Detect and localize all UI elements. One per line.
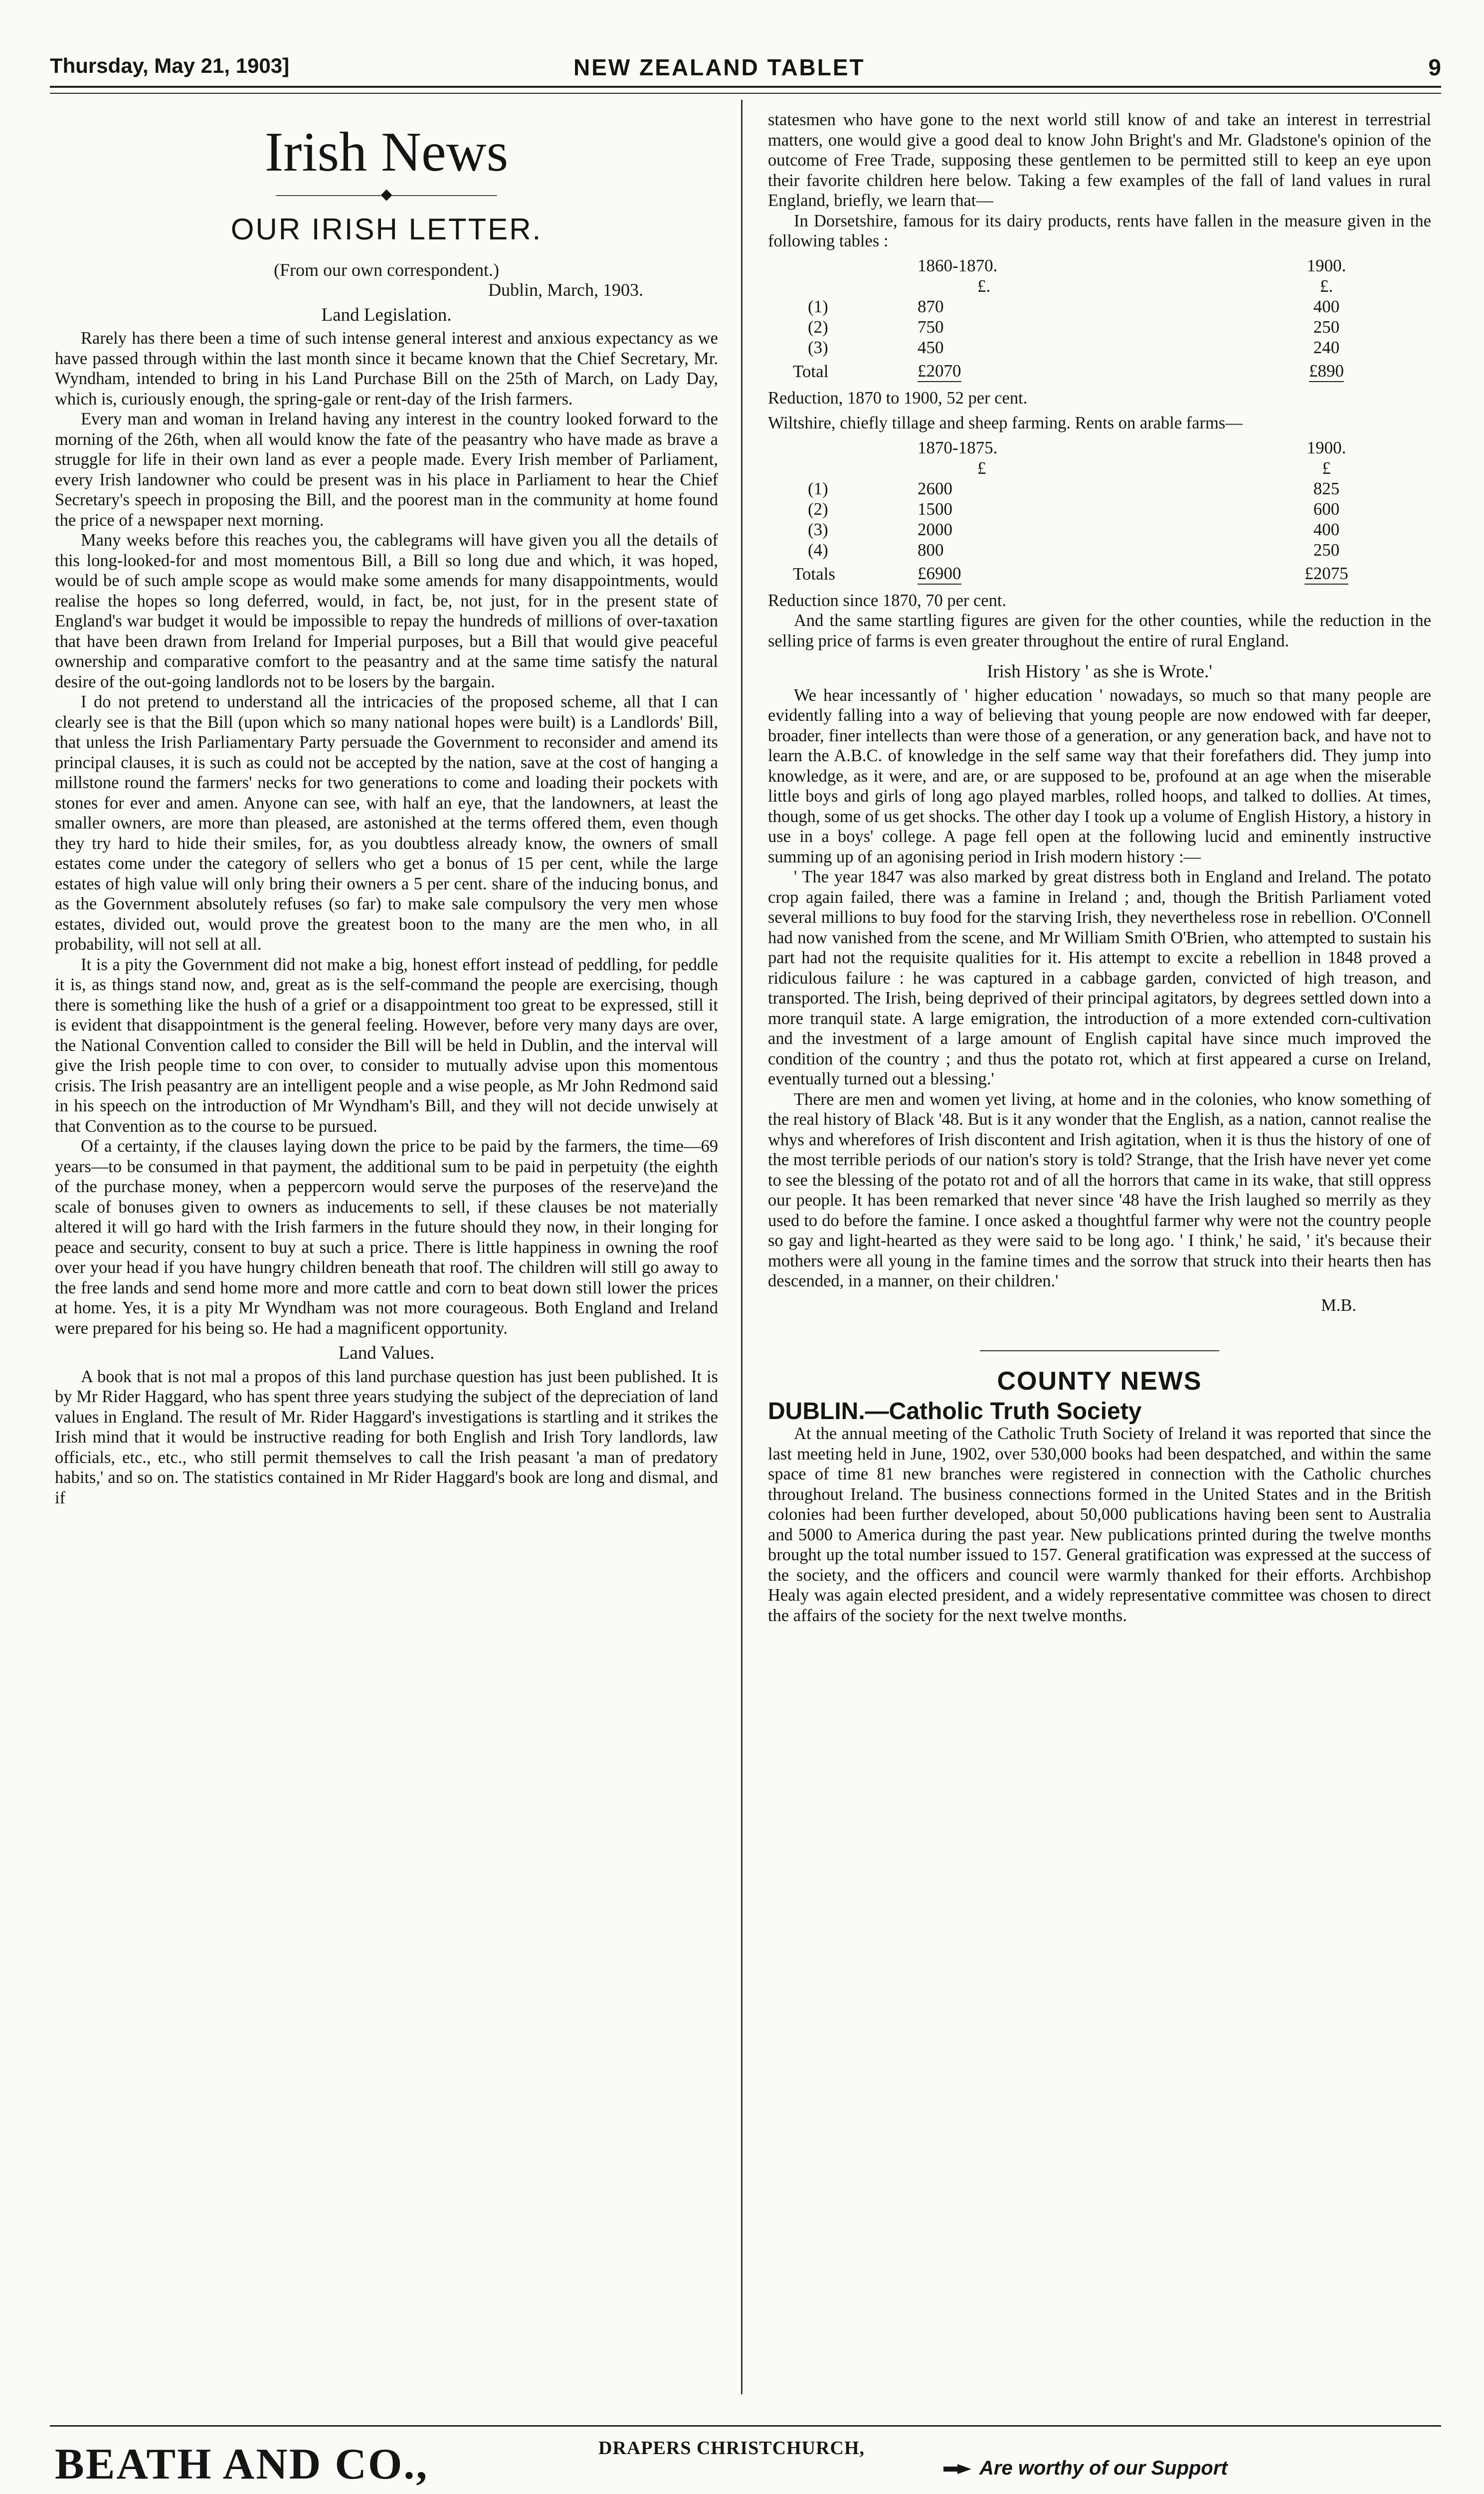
row-value-b: 600 — [1313, 499, 1340, 519]
table-row — [768, 499, 1376, 519]
paragraph: Rarely has there been a time of such intense general interest and anxious expectancy as we have passed through within the last month since it became known that the Chief Secretary, Mr. Wyndham, intended to bring in his Land Purchase Bill on the 25th of March, on Lady Day, which is, curiously enough, the spring-gale or rent-day of the Irish farmers. — [55, 329, 718, 409]
ornament-divider: ———————◆——————— — [276, 186, 497, 203]
dorset-rent-table — [768, 255, 1376, 382]
author-signature: M.B. — [1321, 1295, 1356, 1315]
header-rule — [50, 86, 1441, 88]
row-label: (3) — [808, 337, 828, 357]
table-row — [768, 337, 1376, 358]
row-value-a: 800 — [918, 540, 944, 560]
advertisement-banner — [50, 2434, 1441, 2494]
row-value-b: 400 — [1313, 519, 1340, 539]
header-rule-thin — [50, 93, 1441, 94]
row-value-b: 400 — [1313, 296, 1340, 316]
row-label: (1) — [808, 478, 828, 498]
row-value-a: 1500 — [918, 499, 952, 519]
county-news-title: COUNTY NEWS — [997, 1367, 1202, 1396]
row-label: (2) — [808, 499, 828, 519]
total-value-a: £2070 — [918, 361, 961, 382]
row-value-a: 2000 — [918, 519, 952, 539]
table-row — [768, 540, 1376, 560]
advertiser-name: BEATH AND CO., — [55, 2440, 429, 2489]
slogan-text: Are worthy of our Support — [979, 2457, 1228, 2479]
paragraph: It is a pity the Government did not make a big, honest effort instead of peddling, for peddle it is, as things stand now, and, great as is the self-command the people are exercising, though there is something like the hush of a grief or a disappointment too great to be expressed, still it is evident that disappointment is the general feeling. However, before very many days are over, the National Convention called to consider the Bill will be held in Dublin, and the interval will give the Irish people time to con over, to consider to mutually advise upon this momentous crisis. The Irish peasantry are an intelligent people and a wise people, as Mr John Redmond said in his speech on the introduction of Mr Wyndham's Bill, and they will not decide unwisely at that Convention as to the course to be pursued. — [55, 955, 718, 1136]
subhead-land-values: Land Values. — [338, 1343, 435, 1363]
quoted-passage: ' The year 1847 was also marked by great distress both in England and Ireland. The potato crop again failed, there was a famine in Ireland ; and, though the British Parliament voted several millions to buy food for the starving Irish, they nevertheless rose in rebellion. O'Connell had now vanished from the scene, and Mr William Smith O'Brien, who attempted to sustain his part had not the requisite qualities for it. His attempt to excite a rebellion in 1848 proved a ridiculous failure : he was captured in a cabbage garden, convicted of high treason, and transported. The Irish, being deprived of their principal agitators, by degrees settled down into a more tranquil state. A large emigration, the introduction of a more extended corn-cultivation and the investment of a large amount of English capital have since much improved the condition of the country ; and thus the potato rot, which at first appeared a curse on Ireland, eventually turned out a blessing.' — [768, 867, 1431, 1088]
advertiser-slogan — [942, 2457, 1228, 2480]
column-divider — [741, 100, 742, 2394]
total-value-b: £890 — [1309, 361, 1344, 382]
row-label: (1) — [808, 296, 828, 316]
article-title: OUR IRISH LETTER. — [230, 212, 543, 246]
row-value-b: 250 — [1313, 540, 1340, 560]
total-value-b: £2075 — [1304, 563, 1348, 585]
publication-title: NEW ZEALAND TABLET — [573, 54, 865, 80]
paragraph: Wiltshire, chiefly tillage and sheep farming. Rents on arable farms— — [768, 414, 1243, 432]
reduction-note: Reduction since 1870, 70 per cent. — [768, 591, 1007, 610]
right-column — [768, 110, 1431, 1626]
subhead-land-legislation: Land Legislation. — [321, 304, 452, 325]
byline: (From our own correspondent.) — [274, 259, 499, 280]
table-col-header: 1860-1870. — [918, 255, 998, 275]
paragraph: And the same startling figures are given for the other counties, while the reduction in the selling price of farms is even greater throughout the entire of rural England. — [768, 611, 1431, 650]
row-value-b: 240 — [1313, 337, 1340, 357]
table-unit: £. — [1319, 276, 1333, 296]
table-total-row — [768, 358, 1376, 382]
footer-rule — [50, 2425, 1441, 2427]
table-row — [768, 519, 1376, 540]
paragraph: We hear incessantly of ' higher education ' nowadays, so much so that many people are evidently falling into a way of believing that young people are now endowed with far deeper, broader, finer intellects than were those of a generation, or any generation back, and have not to learn the A.B.C. of knowledge in the self same way that their forefathers did. They jump into knowledge, as it were, and are, or are supposed to be, profound at an age when the miserable little boys and girls of long ago played marbles, rolled hoops, and talked to dollies. At times, though, some of us get shocks. The other day I took up a volume of English History, a history in use in a boys' college. A page fell open at the following lucid and eminently instructive summing up of an agonising period in Irish modern history :— — [768, 685, 1431, 866]
reduction-note: Reduction, 1870 to 1900, 52 per cent. — [768, 388, 1028, 408]
paragraph: There are men and women yet living, at home and in the colonies, who know something of the real history of Black '48. But is it any wonder that the English, as a nation, cannot realise the whys and wherefores of Irish discontent and Irish agitation, when it is thus the history of one of the most terrible periods of our nation's story is told? Strange, that the Irish have never yet come to see the blessing of the potato rot and of all the horrors that came in its wake, that still oppress our people. It has been remarked that never since '48 have the Irish laughed so merrily as they used to do before the famine. I once asked a thoughtful farmer why were not the country people so gay and light-hearted as they were said to be long ago. ' I think,' he said, ' it's because their mothers were all young in the famine times and the sorrow that struck into their hearts then has descended, in a manner, on their children.' — [768, 1089, 1431, 1290]
table-row — [768, 296, 1376, 317]
paragraph: Many weeks before this reaches you, the cablegrams will have given you all the details of this long-looked-for and most momentous Bill, a Bill so long due and which, it was hoped, would be of such ample scope as would make some amends for many disappointments, would realise the hopes so long deferred, would, in fact, be, not just, for in the present state of England's war budget it would be impossible to repay the hundreds of millions of over-taxation that have been drawn from Ireland for Imperial purposes, but a Bill that would give peaceful ownership and comparative comfort to the peasantry and at the same time satisfy the natural desire of the out-going landlords not to be losers by the bargain. — [55, 531, 718, 691]
table-col-header: 1900. — [1306, 255, 1346, 275]
table-unit: £ — [1322, 458, 1331, 478]
row-value-a: 2600 — [918, 478, 952, 498]
paragraph: I do not pretend to understand all the intricacies of the proposed scheme, all that I can clearly see is that the Bill (upon which so many national hopes were built) is a Landlords' Bill, that unless the Irish Parliamentary Party persuade the Government to reconsider and amend its principal clauses, it is such as could not be accepted by the nation, save at the cost of hanging a millstone round the farmers' necks for two generations to come and loading their pockets with stones for ever and amen. Anyone can see, with half an eye, that the landowners, at least the smaller owners, are more than pleased, are astonished at the terms offered them, even though they try hard to hide their smiles, for, as you doubtless already know, the owners of small estates come under the category of sellers who get a bonus of 15 per cent, while the large estates of high value will only bring their owners a 5 per cent. share of the inducing bonus, and as the Government absolutely refuses (so far) to make sale compulsory the very men whose estates, divided out, would prove the greatest boon to the many are the men who, in all probability, will not sell at all. — [55, 692, 718, 954]
total-label: Total — [793, 361, 829, 381]
row-label: (3) — [808, 519, 828, 539]
table-unit: £ — [977, 458, 986, 478]
row-value-a: 450 — [918, 337, 944, 357]
paragraph: Every man and woman in Ireland having any interest in the country looked forward to the morning of the 26th, when all would know the fate of the peasantry who have made as brave a struggle for life in their own land as ever a people made. Every Irish member of Parliament, every Irish landowner who could be present was in his place in Parliament to hear the Chief Secretary's speech in proposing the Bill, and the poorest man in the community at home found the price of a newspaper next morning. — [55, 410, 718, 530]
pointing-hand-icon — [942, 2463, 972, 2476]
left-column — [55, 110, 718, 1508]
page-number: 9 — [1428, 54, 1441, 80]
dublin-headline: DUBLIN.—Catholic Truth Society — [768, 1398, 1142, 1425]
paragraph: Of a certainty, if the clauses laying down the price to be paid by the farmers, the time—69 years—to be consumed in that payment, the additional sum to be paid in perpetuity (the eighth of the purchase money, when a peppercorn would serve the purposes of the reserve)and the scale of bonuses given to owners as inducements to sell, if these clauses be not materially altered it will go hard with the Irish farmers in the future should they now, in their longing for peace and security, consent to buy at such a price. There is little happiness in owning the roof over your head if you have hungry children beneath that roof. The children will still go away to the free lands and send home more and more cattle and corn to beat down still lower the prices at home. Yes, it is a pity Mr Wyndham was not more courageous. Both England and Ireland were prepared for his being so. He had a magnificent opportunity. — [55, 1137, 718, 1338]
page-header — [50, 54, 1441, 89]
row-label: (4) — [808, 540, 828, 560]
paragraph: At the annual meeting of the Catholic Truth Society of Ireland it was reported that since the last meeting held in June, 1902, over 530,000 books had been despatched, and within the same space of time 81 new branches were registered in connection with the Catholic churches throughout Ireland. The business connections formed in the United States and in the British colonies had been further developed, about 50,000 publications having been sent to Australia and 5000 to America during the past year. New publications printed during the twelve months brought up the total number issued to 157. General gratification was expressed at the success of the society, and the officers and council were warmly thanked for their efforts. Archbishop Healy was again elected president, and a widely representative committee was chosen to direct the affairs of the society for the next twelve months. — [768, 1424, 1431, 1625]
total-value-a: £6900 — [918, 563, 961, 585]
section-title: Irish News — [264, 121, 509, 183]
issue-date: Thursday, May 21, 1903] — [50, 54, 290, 77]
paragraph: A book that is not mal a propos of this land purchase question has just been published. It is by Mr Rider Haggard, who has spent three years studying the subject of the depreciation of land values in England. The result of Mr. Rider Haggard's investigations is startling and it strikes the Irish mind that it would be instructive reading for both English and Irish Tory landlords, law officials, etc., etc., who still permit themselves to call the Irish peasant 'a man of predatory habits,' and so on. The statistics contained in Mr Rider Haggard's book are long and dismal, and if — [55, 1367, 718, 1507]
wiltshire-rent-table — [768, 437, 1376, 585]
table-col-header: 1870-1875. — [918, 437, 998, 457]
paragraph: In Dorsetshire, famous for its dairy products, rents have fallen in the measure given in the following tables : — [768, 211, 1431, 250]
table-col-header: 1900. — [1306, 437, 1346, 457]
table-row — [768, 317, 1376, 337]
row-label: (2) — [808, 317, 828, 337]
subhead-irish-history: Irish History ' as she is Wrote.' — [986, 661, 1213, 682]
row-value-a: 750 — [918, 317, 944, 337]
section-separator — [980, 1350, 1219, 1351]
dateline: Dublin, March, 1903. — [488, 280, 643, 300]
table-unit: £. — [977, 276, 991, 296]
row-value-b: 250 — [1313, 317, 1340, 337]
total-label: Totals — [793, 564, 836, 584]
table-row — [768, 478, 1376, 499]
advertiser-trade: DRAPERS CHRISTCHURCH, — [598, 2438, 865, 2459]
row-value-b: 825 — [1313, 478, 1340, 498]
row-value-a: 870 — [918, 296, 944, 316]
table-total-row — [768, 560, 1376, 585]
paragraph: statesmen who have gone to the next world still know of and take an interest in terrestrial matters, one would give a good deal to know John Bright's and Mr. Gladstone's opinion of the outcome of Free Trade, supposing these gentlemen to be permitted still to keep an eye upon their favorite children here below. Taking a few examples of the fall of land values in rural England, briefly, we learn that— — [768, 110, 1431, 210]
